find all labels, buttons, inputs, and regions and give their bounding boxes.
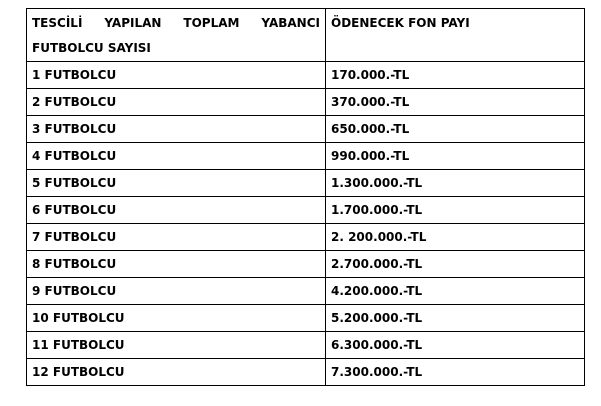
player-count-cell: 4 FUTBOLCU — [27, 143, 326, 170]
header-player-count-line1: TESCİLİ YAPILAN TOPLAM YABANCI — [32, 16, 320, 30]
header-player-count — [27, 9, 326, 62]
player-count-cell: 5 FUTBOLCU — [27, 170, 326, 197]
table-row — [27, 89, 585, 116]
player-count-cell: 2 FUTBOLCU — [27, 89, 326, 116]
header-fund-share: ÖDENECEK FON PAYI — [326, 9, 585, 62]
player-count-cell: 7 FUTBOLCU — [27, 224, 326, 251]
player-count-cell: 10 FUTBOLCU — [27, 305, 326, 332]
player-count-cell: 11 FUTBOLCU — [27, 332, 326, 359]
fee-cell: 2.700.000.-TL — [326, 251, 585, 278]
player-count-cell: 3 FUTBOLCU — [27, 116, 326, 143]
fee-cell: 370.000.-TL — [326, 89, 585, 116]
table-row — [27, 116, 585, 143]
table-body — [27, 62, 585, 386]
table-row — [27, 251, 585, 278]
table-header — [27, 9, 585, 62]
fee-cell: 1.300.000.-TL — [326, 170, 585, 197]
header-row — [27, 9, 585, 62]
fee-table — [26, 8, 585, 386]
header-player-count-line2: FUTBOLCU SAYISI — [32, 41, 151, 55]
fee-cell: 170.000.-TL — [326, 62, 585, 89]
fee-cell: 4.200.000.-TL — [326, 278, 585, 305]
table-row — [27, 170, 585, 197]
fee-cell: 1.700.000.-TL — [326, 197, 585, 224]
table-row — [27, 332, 585, 359]
table-row — [27, 197, 585, 224]
fee-cell: 7.300.000.-TL — [326, 359, 585, 386]
fee-cell: 2. 200.000.-TL — [326, 224, 585, 251]
table-row — [27, 278, 585, 305]
table-row — [27, 359, 585, 386]
player-count-cell: 6 FUTBOLCU — [27, 197, 326, 224]
player-count-cell: 1 FUTBOLCU — [27, 62, 326, 89]
table-row — [27, 224, 585, 251]
player-count-cell: 8 FUTBOLCU — [27, 251, 326, 278]
table-row — [27, 62, 585, 89]
fee-cell: 6.300.000.-TL — [326, 332, 585, 359]
player-count-cell: 9 FUTBOLCU — [27, 278, 326, 305]
fee-cell: 5.200.000.-TL — [326, 305, 585, 332]
table-row — [27, 143, 585, 170]
player-count-cell: 12 FUTBOLCU — [27, 359, 326, 386]
table-row — [27, 305, 585, 332]
fee-cell: 650.000.-TL — [326, 116, 585, 143]
fee-cell: 990.000.-TL — [326, 143, 585, 170]
